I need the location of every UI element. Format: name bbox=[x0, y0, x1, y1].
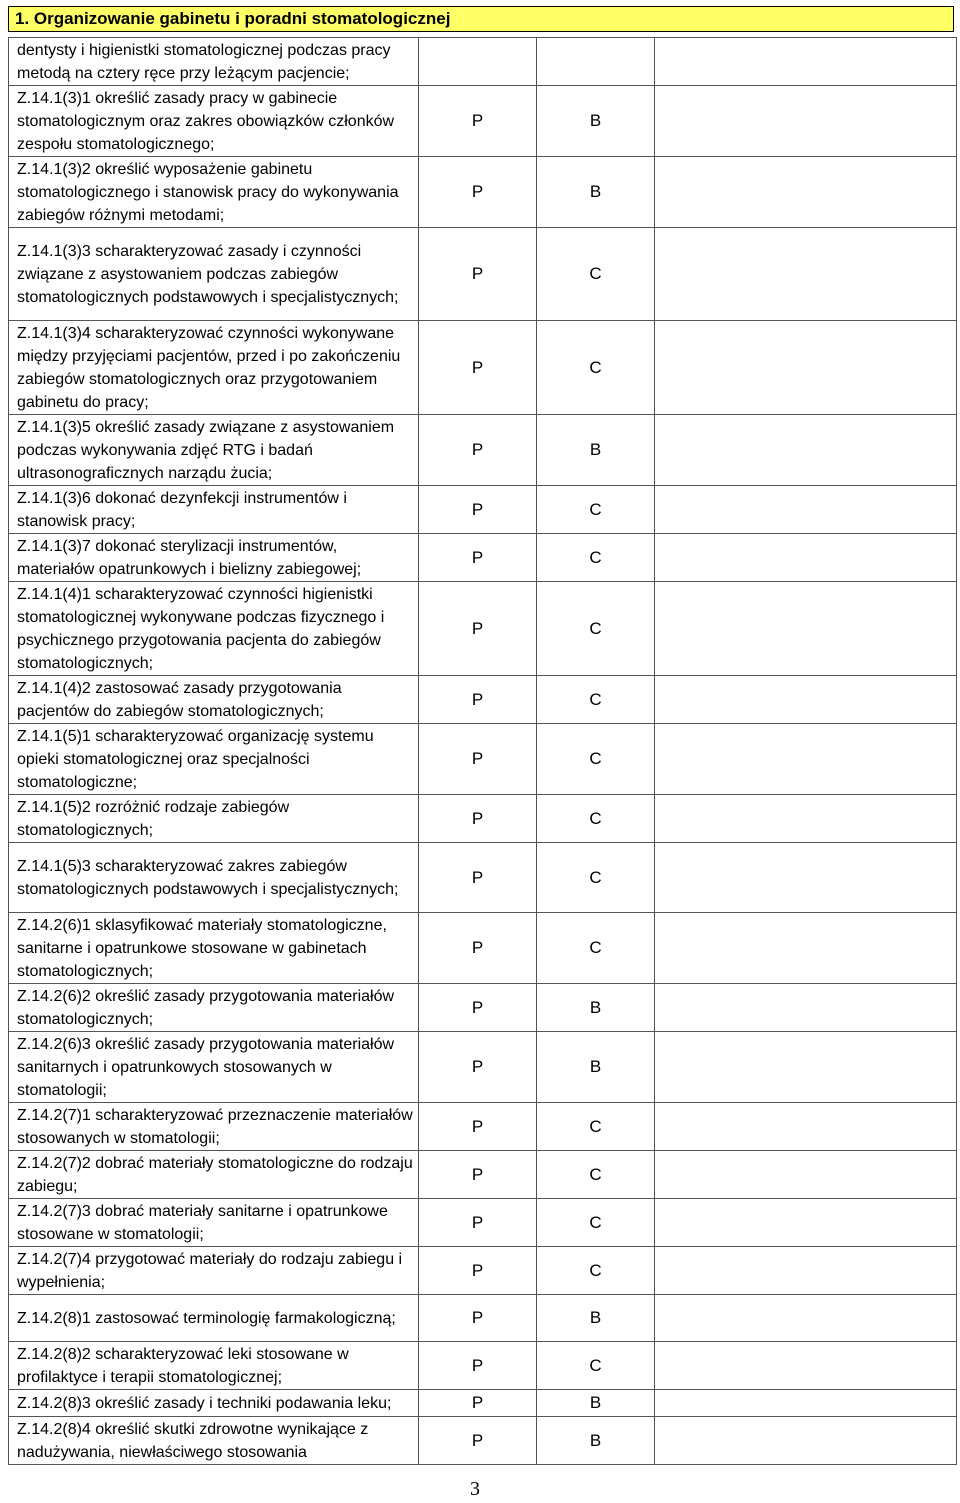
table-row bbox=[9, 1417, 957, 1465]
outcome-code: P bbox=[419, 1295, 537, 1342]
empty-cell bbox=[655, 795, 957, 843]
page-number: 3 bbox=[470, 1478, 480, 1500]
outcome-level: B bbox=[537, 157, 655, 228]
outcome-code: P bbox=[419, 1342, 537, 1390]
outcome-code: P bbox=[419, 86, 537, 157]
table-row bbox=[9, 1342, 957, 1390]
outcome-level: C bbox=[537, 843, 655, 913]
table-row bbox=[9, 1199, 957, 1247]
table-row bbox=[9, 38, 957, 86]
empty-cell bbox=[655, 676, 957, 724]
table-row bbox=[9, 913, 957, 984]
empty-cell bbox=[655, 486, 957, 534]
empty-cell bbox=[655, 1032, 957, 1103]
outcome-level: C bbox=[537, 724, 655, 795]
outcome-level: C bbox=[537, 1199, 655, 1247]
outcome-level: C bbox=[537, 1342, 655, 1390]
outcome-text: Z.14.1(4)2 zastosować zasady przygotowania pacjentów do zabiegów stomatologicznych; bbox=[9, 676, 419, 724]
empty-cell bbox=[655, 415, 957, 486]
outcome-level: C bbox=[537, 321, 655, 415]
outcome-code: P bbox=[419, 843, 537, 913]
outcome-code: P bbox=[419, 486, 537, 534]
empty-cell bbox=[655, 724, 957, 795]
outcome-text: Z.14.2(8)3 określić zasady i techniki podawania leku; bbox=[9, 1390, 419, 1417]
table-row bbox=[9, 1103, 957, 1151]
outcome-code: P bbox=[419, 415, 537, 486]
outcome-level: C bbox=[537, 676, 655, 724]
outcome-code: P bbox=[419, 676, 537, 724]
outcome-text: dentysty i higienistki stomatologicznej podczas pracy metodą na cztery ręce przy leżącym pacjencie; bbox=[9, 38, 419, 86]
table-row bbox=[9, 1032, 957, 1103]
outcome-text: Z.14.2(6)1 sklasyfikować materiały stomatologiczne, sanitarne i opatrunkowe stosowane w gabinetach stomatologicznych; bbox=[9, 913, 419, 984]
empty-cell bbox=[655, 1103, 957, 1151]
outcome-level: C bbox=[537, 1247, 655, 1295]
empty-cell bbox=[655, 913, 957, 984]
outcome-level: B bbox=[537, 1390, 655, 1417]
outcome-level: B bbox=[537, 984, 655, 1032]
outcome-text: Z.14.1(3)6 dokonać dezynfekcji instrumentów i stanowisk pracy; bbox=[9, 486, 419, 534]
outcome-level: C bbox=[537, 1151, 655, 1199]
learning-outcomes-table bbox=[8, 37, 957, 1465]
outcome-text: Z.14.1(3)2 określić wyposażenie gabinetu stomatologicznego i stanowisk pracy do wykonywania zabiegów różnymi metodami; bbox=[9, 157, 419, 228]
outcome-level: B bbox=[537, 86, 655, 157]
empty-cell bbox=[655, 1295, 957, 1342]
empty-cell bbox=[655, 1390, 957, 1417]
outcome-code: P bbox=[419, 1032, 537, 1103]
outcome-text: Z.14.1(3)1 określić zasady pracy w gabinecie stomatologicznym oraz zakres obowiązków członków zespołu stomatologicznego; bbox=[9, 86, 419, 157]
table-row bbox=[9, 724, 957, 795]
outcome-level: C bbox=[537, 228, 655, 321]
outcome-level: B bbox=[537, 415, 655, 486]
outcome-text: Z.14.1(3)7 dokonać sterylizacji instrumentów, materiałów opatrunkowych i bielizny zabiegowej; bbox=[9, 534, 419, 582]
empty-cell bbox=[655, 534, 957, 582]
outcome-text: Z.14.2(7)4 przygotować materiały do rodzaju zabiegu i wypełnienia; bbox=[9, 1247, 419, 1295]
table-row bbox=[9, 415, 957, 486]
outcome-code: P bbox=[419, 913, 537, 984]
outcome-code: P bbox=[419, 1103, 537, 1151]
table-row bbox=[9, 86, 957, 157]
outcome-code: P bbox=[419, 724, 537, 795]
outcome-text: Z.14.2(7)1 scharakteryzować przeznaczenie materiałów stosowanych w stomatologii; bbox=[9, 1103, 419, 1151]
empty-cell bbox=[655, 157, 957, 228]
empty-cell bbox=[655, 1247, 957, 1295]
outcome-text: Z.14.2(6)3 określić zasady przygotowania materiałów sanitarnych i opatrunkowych stosowanych w stomatologii; bbox=[9, 1032, 419, 1103]
outcome-text: Z.14.2(8)1 zastosować terminologię farmakologiczną; bbox=[9, 1295, 419, 1342]
outcome-level: C bbox=[537, 582, 655, 676]
empty-cell bbox=[655, 1417, 957, 1465]
empty-cell bbox=[655, 321, 957, 415]
table-row bbox=[9, 486, 957, 534]
outcome-code: P bbox=[419, 534, 537, 582]
empty-cell bbox=[655, 984, 957, 1032]
table-row bbox=[9, 795, 957, 843]
outcome-text: Z.14.2(6)2 określić zasady przygotowania materiałów stomatologicznych; bbox=[9, 984, 419, 1032]
outcome-level: B bbox=[537, 1032, 655, 1103]
outcome-text: Z.14.2(8)2 scharakteryzować leki stosowane w profilaktyce i terapii stomatologicznej; bbox=[9, 1342, 419, 1390]
outcome-text: Z.14.1(3)3 scharakteryzować zasady i czynności związane z asystowaniem podczas zabiegów stomatologicznych podstawowych i specjalistycznych; bbox=[9, 228, 419, 321]
outcome-level bbox=[537, 38, 655, 86]
empty-cell bbox=[655, 1199, 957, 1247]
outcome-level: C bbox=[537, 913, 655, 984]
outcome-code: P bbox=[419, 582, 537, 676]
outcome-text: Z.14.1(3)4 scharakteryzować czynności wykonywane między przyjęciami pacjentów, przed i po zakończeniu zabiegów stomatologicznych oraz przygotowaniem gabinetu do pracy; bbox=[9, 321, 419, 415]
outcome-text: Z.14.2(8)4 określić skutki zdrowotne wynikające z nadużywania, niewłaściwego stosowania bbox=[9, 1417, 419, 1465]
outcome-code: P bbox=[419, 1247, 537, 1295]
table-row bbox=[9, 321, 957, 415]
table-row bbox=[9, 843, 957, 913]
outcome-text: Z.14.1(5)2 rozróżnić rodzaje zabiegów stomatologicznych; bbox=[9, 795, 419, 843]
outcome-level: C bbox=[537, 1103, 655, 1151]
table-row bbox=[9, 157, 957, 228]
outcome-level: B bbox=[537, 1417, 655, 1465]
outcome-code: P bbox=[419, 795, 537, 843]
table-row bbox=[9, 582, 957, 676]
outcome-text: Z.14.1(4)1 scharakteryzować czynności higienistki stomatologicznej wykonywane podczas fizycznego i psychicznego przygotowania pacjenta do zabiegów stomatologicznych; bbox=[9, 582, 419, 676]
outcome-code: P bbox=[419, 1151, 537, 1199]
outcome-code: P bbox=[419, 1417, 537, 1465]
outcome-code: P bbox=[419, 984, 537, 1032]
outcome-code: P bbox=[419, 1199, 537, 1247]
outcome-code: P bbox=[419, 1390, 537, 1417]
outcome-code: P bbox=[419, 321, 537, 415]
empty-cell bbox=[655, 228, 957, 321]
empty-cell bbox=[655, 38, 957, 86]
outcome-text: Z.14.2(7)2 dobrać materiały stomatologiczne do rodzaju zabiegu; bbox=[9, 1151, 419, 1199]
outcome-code: P bbox=[419, 228, 537, 321]
outcome-text: Z.14.1(5)3 scharakteryzować zakres zabiegów stomatologicznych podstawowych i specjalistycznych; bbox=[9, 843, 419, 913]
section-title: 1. Organizowanie gabinetu i poradni stomatologicznej bbox=[8, 6, 954, 32]
outcome-level: C bbox=[537, 795, 655, 843]
outcome-code bbox=[419, 38, 537, 86]
empty-cell bbox=[655, 582, 957, 676]
empty-cell bbox=[655, 1342, 957, 1390]
empty-cell bbox=[655, 843, 957, 913]
table-row bbox=[9, 984, 957, 1032]
outcome-level: C bbox=[537, 534, 655, 582]
table-row bbox=[9, 1295, 957, 1342]
outcome-text: Z.14.1(3)5 określić zasady związane z asystowaniem podczas wykonywania zdjęć RTG i badań ultrasonograficznych narządu żucia; bbox=[9, 415, 419, 486]
outcome-text: Z.14.2(7)3 dobrać materiały sanitarne i opatrunkowe stosowane w stomatologii; bbox=[9, 1199, 419, 1247]
empty-cell bbox=[655, 86, 957, 157]
outcome-level: C bbox=[537, 486, 655, 534]
outcome-level: B bbox=[537, 1295, 655, 1342]
empty-cell bbox=[655, 1151, 957, 1199]
table-row bbox=[9, 1151, 957, 1199]
table-row bbox=[9, 676, 957, 724]
table-row bbox=[9, 228, 957, 321]
outcome-text: Z.14.1(5)1 scharakteryzować organizację systemu opieki stomatologicznej oraz specjalności stomatologiczne; bbox=[9, 724, 419, 795]
table-row bbox=[9, 1390, 957, 1417]
table-row bbox=[9, 1247, 957, 1295]
outcome-code: P bbox=[419, 157, 537, 228]
table-row bbox=[9, 534, 957, 582]
